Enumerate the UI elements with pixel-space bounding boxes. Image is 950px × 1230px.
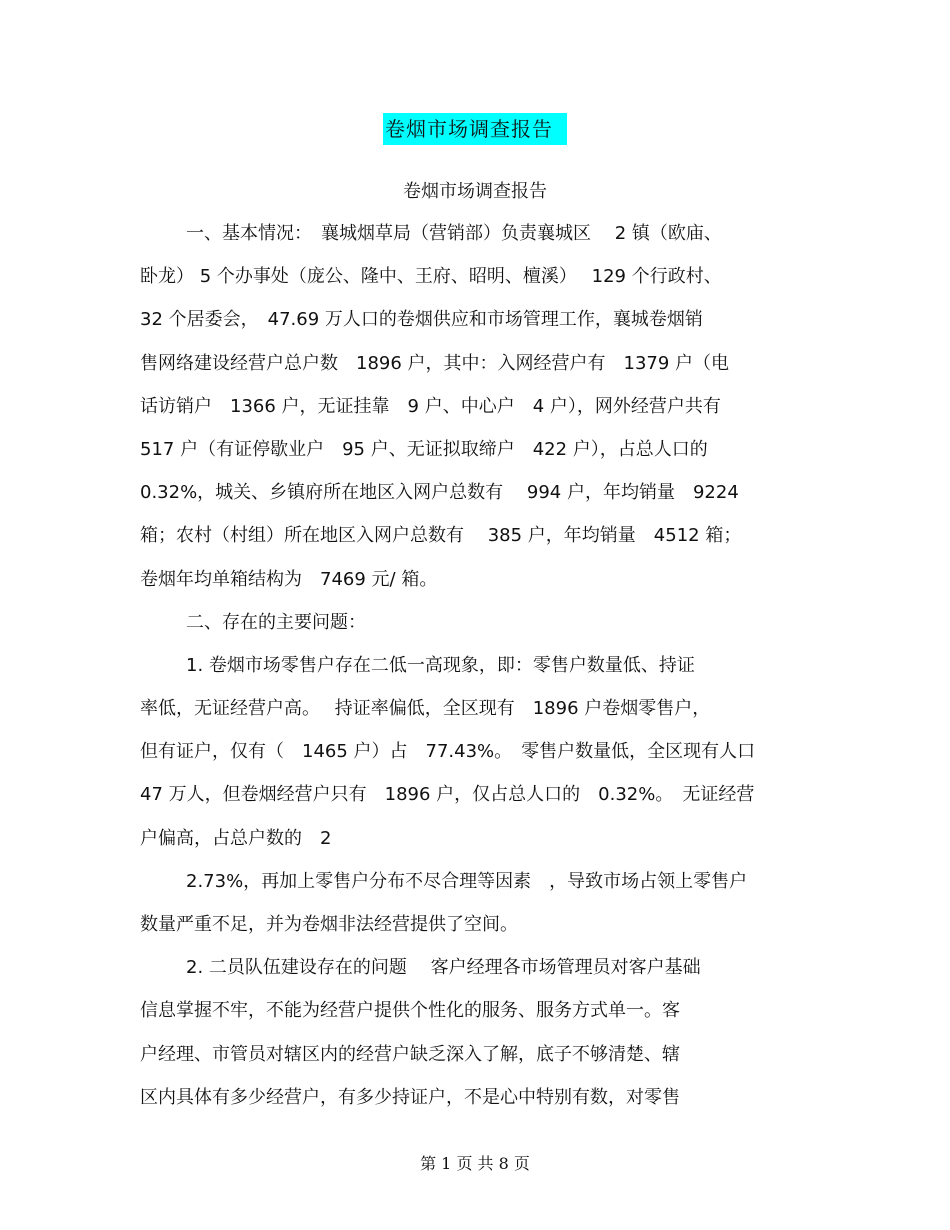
body-line: 1. 卷烟市场零售户存在二低一高现象，即：零售户数量低、持证 bbox=[186, 654, 695, 676]
body-line: 2.73%，再加上零售户分布不尽合理等因素 ，导致市场占领上零售户 bbox=[186, 870, 748, 892]
body-line: 0.32%，城关、乡镇府所在地区入网户总数有 994 户，年均销量 9224 bbox=[140, 482, 739, 504]
body-line: 卧龙） 5 个办事处（庞公、隆中、王府、昭明、檀溪） 129 个行政村、 bbox=[140, 266, 722, 288]
body-line: 卷烟年均单箱结构为 7469 元/ 箱。 bbox=[140, 568, 438, 590]
document-body bbox=[140, 219, 800, 1126]
document-title: 卷烟市场调查报告 bbox=[383, 113, 567, 145]
body-line: 箱；农村（村组）所在地区入网户总数有 385 户，年均销量 4512 箱； bbox=[140, 525, 742, 547]
body-line: 517 户（有证停歇业户 95 户、无证拟取缔户 422 户），占总人口的 bbox=[140, 438, 708, 460]
body-line: 32 个居委会， 47.69 万人口的卷烟供应和市场管理工作，襄城卷烟销 bbox=[140, 309, 703, 331]
body-line: 户偏高，占总户数的 2 bbox=[140, 827, 332, 849]
body-line: 话访销户 1366 户，无证挂靠 9 户、中心户 4 户），网外经营户共有 bbox=[140, 395, 721, 417]
body-line: 数量严重不足，并为卷烟非法经营提供了空间。 bbox=[140, 914, 518, 935]
body-line: 率低，无证经营户高。 持证率偏低，全区现有 1896 户卷烟零售户， bbox=[140, 698, 711, 720]
body-line: 2. 二员队伍建设存在的问题 客户经理各市场管理员对客户基础 bbox=[186, 957, 701, 979]
body-line: 但有证户，仅有（ 1465 户）占 77.43%。 零售户数量低，全区现有人口 bbox=[140, 741, 756, 763]
page-footer: 第 1 页 共 8 页 bbox=[420, 1154, 530, 1173]
body-line: 一、基本情况： 襄城烟草局（营销部）负责襄城区 2 镇（欧庙、 bbox=[186, 223, 722, 244]
body-line: 47 万人，但卷烟经营户只有 1896 户，仅占总人口的 0.32%。 无证经营 bbox=[140, 784, 755, 806]
body-line: 户经理、市管员对辖区内的经营户缺乏深入了解，底子不够清楚、辖 bbox=[140, 1043, 680, 1065]
body-line: 信息掌握不牢，不能为经营户提供个性化的服务、服务方式单一。客 bbox=[140, 1000, 680, 1022]
body-line: 区内具体有多少经营户，有多少持证户，不是心中特别有数，对零售 bbox=[140, 1086, 680, 1108]
body-line: 售网络建设经营户总户数 1896 户，其中：入网经营户有 1379 户（电 bbox=[140, 352, 730, 374]
document-subtitle: 卷烟市场调查报告 bbox=[403, 181, 547, 202]
body-line: 二、存在的主要问题： bbox=[186, 611, 366, 633]
title-container bbox=[0, 113, 950, 145]
